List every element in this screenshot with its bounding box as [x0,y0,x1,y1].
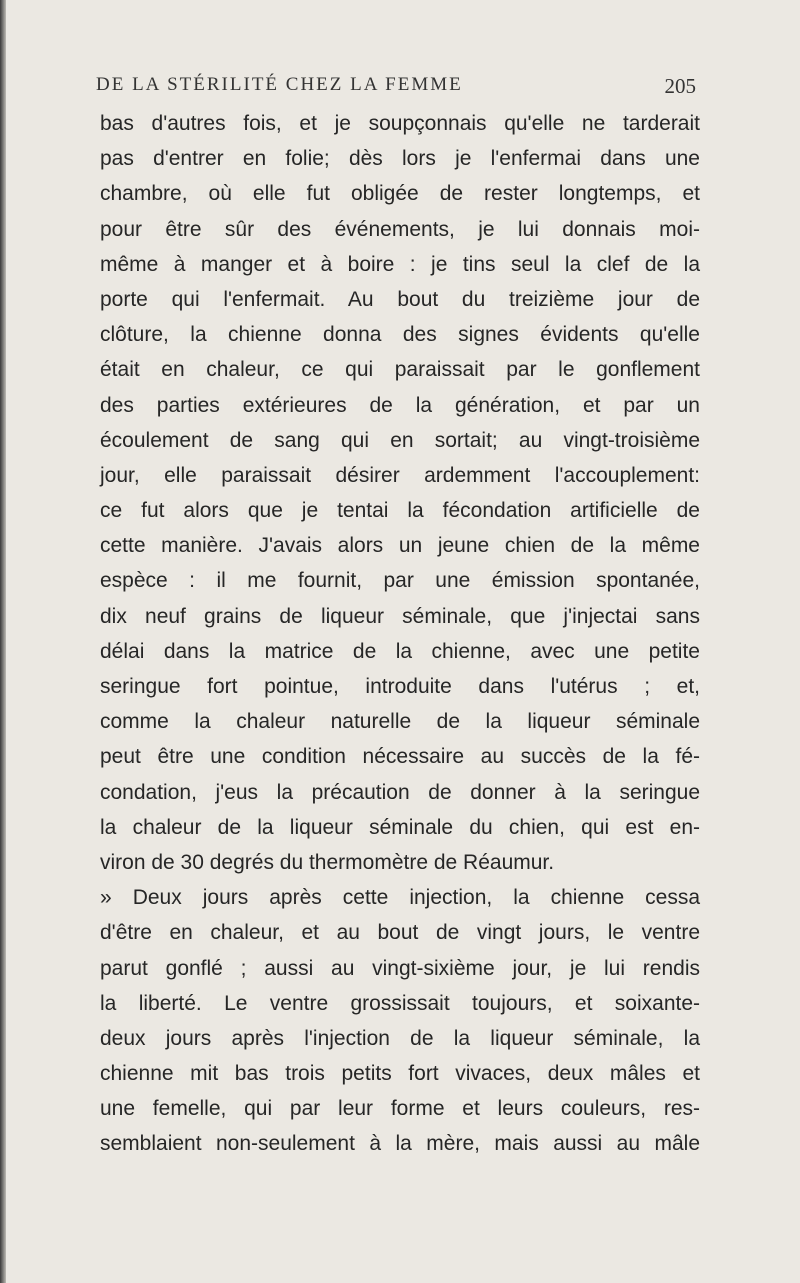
text-line: espèce : il me fournit, par une émission spontanée, [100,569,700,593]
text-line: d'être en chaleur, et au bout de vingt jours, le ventre [100,921,700,945]
text-line: » Deux jours après cette injection, la chienne cessa [100,886,700,910]
text-line: même à manger et à boire : je tins seul la clef de la [100,252,700,276]
running-title: DE LA STÉRILITÉ CHEZ LA FEMME [96,74,463,95]
text-line: chambre, où elle fut obligée de rester longtemps, et [100,182,700,206]
page-edge-shadow [0,0,6,1283]
text-line: pas d'entrer en folie; dès lors je l'enfermai dans une [100,147,700,171]
running-head [96,74,696,100]
body-text [100,106,700,1162]
text-line: chienne mit bas trois petits fort vivaces, deux mâles et [100,1062,700,1086]
text-line: condation, j'eus la précaution de donner à la seringue [100,780,700,804]
text-line: clôture, la chienne donna des signes évidents qu'elle [100,323,700,347]
text-line: était en chaleur, ce qui paraissait par le gonflement [100,358,700,382]
text-line: des parties extérieures de la génération, et par un [100,393,700,417]
text-line: cette manière. J'avais alors un jeune chien de la même [100,534,700,558]
text-line: peut être une condition nécessaire au succès de la fé- [100,745,700,769]
text-line: comme la chaleur naturelle de la liqueur séminale [100,710,700,734]
text-line: semblaient non-seulement à la mère, mais aussi au mâle [100,1132,700,1156]
text-line: délai dans la matrice de la chienne, avec une petite [100,639,700,663]
text-line: jour, elle paraissait désirer ardemment l'accouplement: [100,463,700,487]
text-line: ce fut alors que je tentai la fécondation artificielle de [100,499,700,523]
text-line: la liberté. Le ventre grossissait toujours, et soixante- [100,991,700,1015]
text-line: dix neuf grains de liqueur séminale, que j'injectai sans [100,604,700,628]
text-line: pour être sûr des événements, je lui donnais moi- [100,217,700,241]
text-line: bas d'autres fois, et je soupçonnais qu'elle ne tarderait [100,112,700,135]
text-line: parut gonflé ; aussi au vingt-sixième jour, je lui rendis [100,956,700,980]
text-line: deux jours après l'injection de la liqueur séminale, la [100,1026,700,1050]
text-line: écoulement de sang qui en sortait; au vingt-troisième [100,428,700,452]
text-line: viron de 30 degrés du thermomètre de Réaumur. [100,850,555,874]
text-line: la chaleur de la liqueur séminale du chien, qui est en- [100,815,700,839]
text-line: seringue fort pointue, introduite dans l'utérus ; et, [100,675,700,698]
text-line: une femelle, qui par leur forme et leurs couleurs, res- [100,1097,700,1121]
text-line: porte qui l'enfermait. Au bout du treizième jour de [100,287,700,311]
page-number: 205 [664,74,696,98]
